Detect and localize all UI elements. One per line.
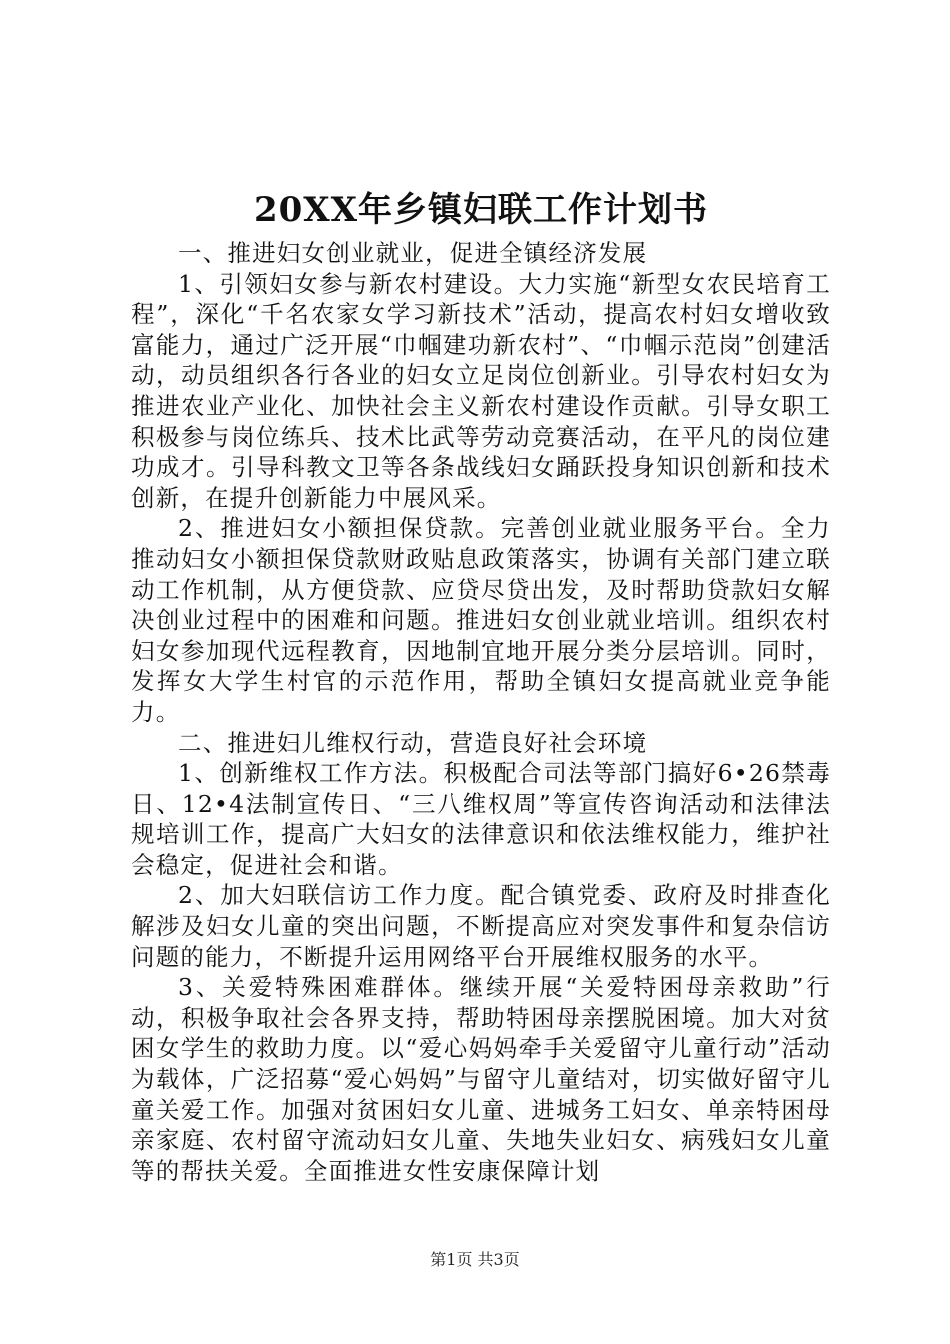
paragraph: 3、关爱特殊困难群体。继续开展“关爱特困母亲救助”行动，积极争取社会各界支持，帮助特困母亲摆脱困境。加大对贫困女学生的救助力度。以“爱心妈妈牵手关爱留守儿童行动”活动为载体，广泛招募“爱心妈妈”与留守儿童结对，切实做好留守儿童关爱工作。加强对贫困妇女儿童、进城务工妇女、单亲特困母亲家庭、农村留守流动妇女儿童、失地失业妇女、病残妇女儿童等的帮扶关爱。全面推进女性安康保障计划 [131,973,831,1185]
section-heading-1: 一、推进妇女创业就业，促进全镇经济发展 [178,239,648,267]
paragraph: 2、加大妇联信访工作力度。配合镇党委、政府及时排查化解涉及妇女儿童的突出问题，不断提高应对突发事件和复杂信访问题的能力，不断提升运用网络平台开展维权服务的水平。 [131,881,831,971]
document-title: 20XX年乡镇妇联工作计划书 [253,190,709,230]
paragraph: 1、创新维权工作方法。积极配合司法等部门搞好6•26禁毒日、12•4法制宣传日、“三八维权周”等宣传咨询活动和法律法规培训工作，提高广大妇女的法律意识和依法维权能力，维护社会稳定，促进社会和谐。 [131,759,831,879]
page-number: 第1页 共3页 [430,1250,520,1269]
paragraph: 2、推进妇女小额担保贷款。完善创业就业服务平台。全力推动妇女小额担保贷款财政贴息政策落实，协调有关部门建立联动工作机制，从方便贷款、应贷尽贷出发，及时帮助贷款妇女解决创业过程中的困难和问题。推进妇女创业就业培训。组织农村妇女参加现代远程教育，因地制宜地开展分类分层培训。同时，发挥女大学生村官的示范作用，帮助全镇妇女提高就业竞争能力。 [131,514,831,726]
section-heading-2: 二、推进妇儿维权行动，营造良好社会环境 [178,728,648,757]
paragraph: 1、引领妇女参与新农村建设。大力实施“新型女农民培育工程”，深化“千名农家女学习新技术”活动，提高农村妇女增收致富能力，通过广泛开展“巾帼建功新农村”、“巾帼示范岗”创建活动，动员组织各行各业的妇女立足岗位创新业。引导农村妇女为推进农业产业化、加快社会主义新农村建设作贡献。引导女职工积极参与岗位练兵、技术比武等劳动竞赛活动，在平凡的岗位建功成才。引导科教文卫等各条战线妇女踊跃投身知识创新和技术创新，在提升创新能力中展风采。 [131,269,831,512]
document-body [131,182,831,1186]
